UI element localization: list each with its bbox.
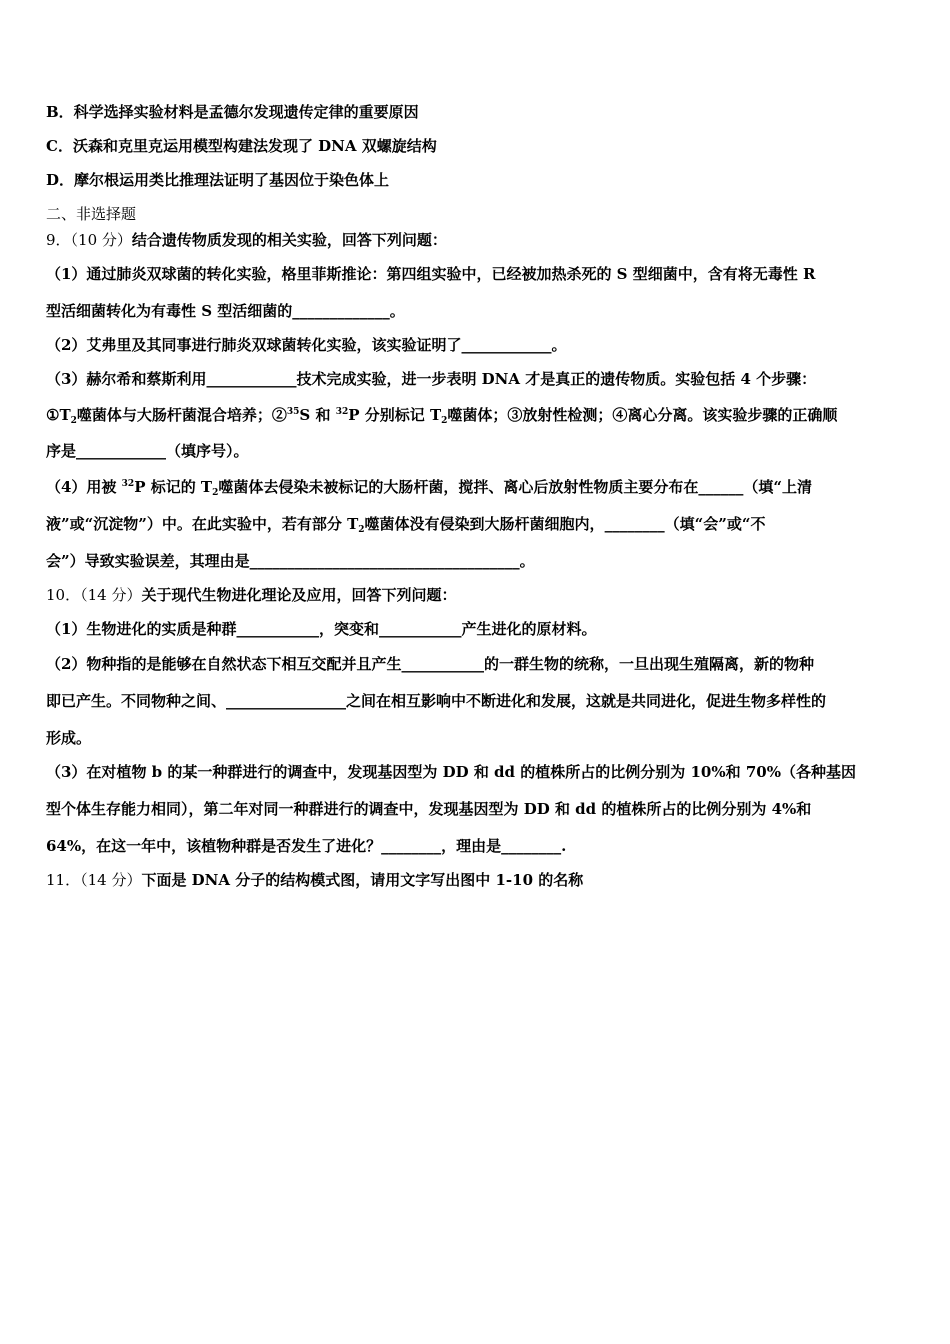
q9-part4-text-c: 噬菌体去侵染未被标记的大肠杆菌，搅拌、离心后放射性物质主要分布在 (218, 478, 699, 496)
q10-part3-blank2[interactable]: ________ (501, 837, 562, 855)
q9-part3-text-b: 技术完成实验，进一步表明 DNA 才是真正的遗传物质。实验包括 4 个步骤： (296, 370, 817, 388)
q9-part3-step2-b: P 分别标记 T (348, 406, 442, 424)
superscript-32: 32 (121, 479, 135, 489)
q9-part4-text-a: （4）用被 (46, 478, 122, 496)
q9-part2 (46, 335, 916, 355)
q9-part4-l2-c: （填“会”或“不 (664, 515, 766, 533)
q10-part2-a: （2）物种指的是能够在自然状态下相互交配并且产生 (46, 655, 402, 673)
superscript-32: 32 (335, 407, 349, 417)
q9-part4-l2-a: 液”或“沉淀物”）中。在此实验中，若有部分 T (46, 515, 359, 533)
q9-part3-step1-b: 噬菌体与大肠杆菌混合培养；② (76, 406, 287, 424)
q10-number: 10． (46, 586, 81, 604)
q10-part2-l2-a: 即已产生。不同物种之间、 (46, 692, 227, 710)
option-c: C．沃森和克里克运用模型构建法发现了 DNA 双螺旋结构 (46, 137, 437, 155)
q11-number: 11． (46, 871, 81, 889)
q10-part2-line2 (46, 691, 916, 711)
q9-part3-blank[interactable]: ____________ (206, 370, 297, 388)
option-d: D．摩尔根运用类比推理法证明了基因位于染色体上 (46, 171, 390, 189)
q10-header (46, 585, 916, 605)
q9-part4-blank2[interactable]: ________ (604, 515, 665, 533)
q10-part3-l3-end: . (561, 837, 567, 855)
q9-part3-line2 (46, 405, 916, 425)
q10-part3-line1: （3）在对植物 b 的某一种群进行的调查中，发现基因型为 DD 和 dd 的植株所占的比例分别为 10%和 70%（各种基因 (46, 763, 856, 781)
q10-stem: 关于现代生物进化理论及应用，回答下列问题： (141, 586, 457, 604)
superscript-35: 35 (286, 407, 300, 417)
q10-part2-line1 (46, 654, 916, 674)
subscript-2: 2 (212, 488, 219, 498)
q9-part4-blank1[interactable]: ______ (698, 478, 744, 496)
q10-part1-blank2[interactable]: ___________ (378, 620, 462, 638)
q10-part1-b: ，突变和 (318, 620, 379, 638)
q10-score: （14 分） (80, 586, 142, 604)
q9-part4-line2 (46, 514, 916, 534)
q9-part4-l3-end: 。 (519, 552, 535, 570)
q9-part3-order-text: 序是 (46, 442, 77, 460)
option-b: B．科学选择实验材料是孟德尔发现遗传定律的重要原因 (46, 103, 419, 121)
q9-score: （10 分） (70, 231, 132, 249)
q9-part1-text: 型活细菌转化为有毒性 S 型活细菌的 (46, 302, 293, 320)
q9-part3-order-hint: （填序号）。 (166, 442, 249, 460)
q9-part3-line3 (46, 441, 916, 461)
subscript-2: 2 (358, 525, 365, 535)
q9-number: 9． (46, 231, 71, 249)
q10-part2-l2-b: 之间在相互影响中不断进化和发展，这就是共同进化，促进生物多样性的 (346, 692, 827, 710)
q9-part4-line3 (46, 551, 916, 571)
q9-part1-line1: （1）通过肺炎双球菌的转化实验，格里菲斯推论：第四组实验中，已经被加热杀死的 S 型细菌中，含有将无毒性 R (46, 265, 816, 283)
subscript-2: 2 (441, 416, 448, 426)
q9-part4-text-d: （填“上清 (743, 478, 813, 496)
q10-part2-blank2[interactable]: ________________ (226, 692, 347, 710)
q9-part3-text-a: （3）赫尔希和蔡斯利用 (46, 370, 207, 388)
q10-part3-l3-a: 64%，在这一年中，该植物种群是否发生了进化？ (46, 837, 382, 855)
q9-part2-blank[interactable]: ____________ (461, 336, 552, 354)
section-title: 二、非选择题 (46, 205, 137, 223)
q9-part1-blank[interactable]: _____________ (292, 302, 390, 320)
q9-part3-line1 (46, 369, 916, 389)
q9-part3-order-blank[interactable]: ____________ (76, 442, 167, 460)
q9-part1-end: 。 (389, 302, 405, 320)
q9-part4-text-b: P 标记的 T (134, 478, 213, 496)
q10-part1-c: 产生进化的原材料。 (461, 620, 597, 638)
q10-part3-line3 (46, 836, 916, 856)
q9-header (46, 230, 916, 250)
q11-stem: 下面是 DNA 分子的结构模式图，请用文字写出图中 1-10 的名称 (141, 871, 584, 889)
q10-part2-line3: 形成。 (46, 729, 92, 747)
q10-part3-line2: 型个体生存能力相同），第二年对同一种群进行的调查中，发现基因型为 DD 和 dd 的植株所占的比例分别为 4%和 (46, 800, 812, 818)
q9-part3-step3: 噬菌体；③放射性检测；④离心分离。该实验步骤的正确顺 (447, 406, 838, 424)
q9-part4-line1 (46, 477, 916, 497)
q10-part2-blank1[interactable]: ___________ (401, 655, 484, 673)
q10-part1-a: （1）生物进化的实质是种群 (46, 620, 237, 638)
q9-part4-l2-b: 噬菌体没有侵染到大肠杆菌细胞内， (364, 515, 605, 533)
q9-stem: 结合遗传物质发现的相关实验，回答下列问题： (131, 231, 447, 249)
q9-part1-line2 (46, 301, 916, 321)
q10-part2-b: 的一群生物的统称，一旦出现生殖隔离，新的物种 (483, 655, 814, 673)
q10-part1 (46, 619, 916, 639)
q10-part3-l3-b: ，理由是 (441, 837, 502, 855)
q10-part3-blank1[interactable]: ________ (381, 837, 442, 855)
q9-part4-l3-a: 会”）导致实验误差，其理由是 (46, 552, 250, 570)
q9-part2-text: （2）艾弗里及其同事进行肺炎双球菌转化实验，该实验证明了 (46, 336, 462, 354)
subscript-2: 2 (70, 416, 77, 426)
q11-header (46, 870, 916, 890)
q9-part3-step1: ①T (46, 406, 71, 424)
q9-part4-blank3[interactable]: ____________________________________ (249, 552, 520, 570)
q9-part2-end: 。 (551, 336, 567, 354)
q10-part1-blank1[interactable]: ___________ (236, 620, 319, 638)
q11-score: （14 分） (80, 871, 142, 889)
q9-part3-step2: S 和 (299, 406, 336, 424)
